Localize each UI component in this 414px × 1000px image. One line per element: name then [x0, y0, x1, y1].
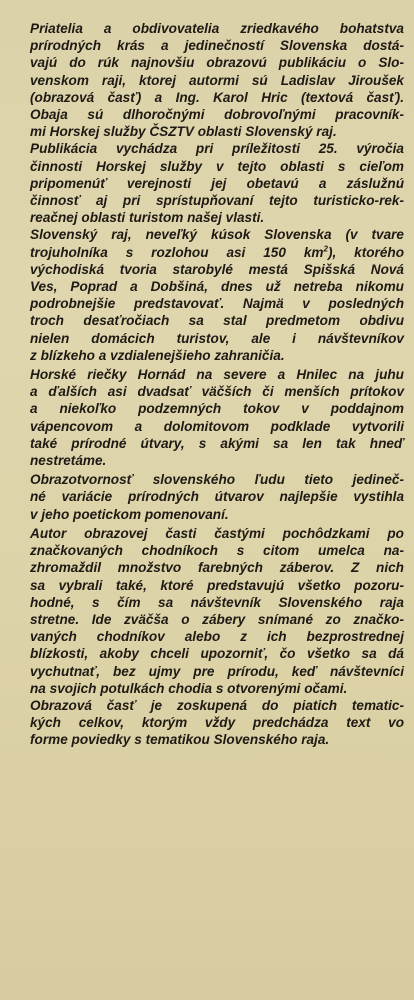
paragraph-4 — [30, 366, 404, 469]
text-line: vajú do rúk najnovšiu obrazovú publikáciu o Slo- — [30, 55, 404, 71]
text-line: vychutnať, bez ujmy pre prírodu, keď návštevníci — [30, 663, 404, 679]
text-line: troch desaťročiach sa stal predmetom obdivu — [30, 313, 404, 329]
text-line: nielen domácich turistov, ale i návštevníkov — [30, 330, 404, 346]
text-line-with-superscript — [30, 244, 404, 261]
text-line: značkovaných chodníkoch s citom umelca na- — [30, 543, 404, 559]
text-line: z blízkeho a vzdialenejšieho zahraničia. — [30, 347, 285, 363]
text-fragment: ), ktorého — [327, 244, 404, 260]
text-line: né variácie prírodných útvarov najlepšie vystihla — [30, 489, 404, 505]
text-line: pripomenúť verejnosti jej obetavú a záslužnú — [30, 175, 404, 191]
text-line: blízkosti, akoby chceli upozorniť, čo všetko sa dá — [30, 646, 404, 662]
paragraph-2 — [30, 140, 404, 226]
text-line: činnosti Horskej služby v tejto oblasti s cieľom — [30, 158, 404, 174]
text-line: vápencovom a dolomitovom podklade vytvorili — [30, 418, 404, 434]
text-line: sa vybrali také, ktoré predstavujú všetko pozoru- — [30, 577, 404, 593]
text-line: hodné, s čím sa návštevník Slovenského raja — [30, 594, 404, 610]
text-line: Obrazová časť je zoskupená do piatich tematic- — [30, 697, 404, 713]
text-line: stretne. Ide zväčša o zábery snímané zo značko- — [30, 611, 404, 627]
text-line: na svojich potulkách chodia s otvorenými očami. — [30, 680, 348, 696]
text-line: Autor obrazovej časti častými pochôdzkami po — [30, 525, 404, 541]
text-line: kých celkov, ktorým vždy predchádza text vo — [30, 715, 404, 731]
text-line: činnosť aj pri sprístupňovaní tejto turisticko-rek- — [30, 193, 404, 209]
text-line: nestretáme. — [30, 453, 107, 469]
text-line: mi Horskej služby ČSZTV oblasti Slovenský raj. — [30, 124, 337, 140]
text-line: Obrazotvornosť slovenského ľudu tieto jedineč- — [30, 472, 404, 488]
paragraph-6 — [30, 525, 404, 697]
text-line: podrobnejšie predstavovať. Najmä v posledných — [30, 296, 404, 312]
text-line: východiská tvoria starobylé mestá Spišská Nová — [30, 261, 404, 277]
text-fragment: trojuholníka s rozlohou asi 150 km — [30, 244, 324, 260]
text-line: prírodných krás a jedinečností Slovenska dostá- — [30, 38, 404, 54]
text-line: v jeho poetickom pomenovaní. — [30, 506, 229, 522]
text-line: a ďalších asi dvadsať väčších či menších prítokov — [30, 384, 404, 400]
text-line: a niekoľko podzemných tokov v poddajnom — [30, 401, 404, 417]
text-line: Publikácia vychádza pri príležitosti 25. výročia — [30, 141, 404, 157]
text-line: venskom raji, ktorej autormi sú Ladislav Jiroušek — [30, 72, 404, 88]
paragraph-7 — [30, 697, 404, 749]
paragraph-1 — [30, 20, 404, 140]
text-line: (obrazová časť) a Ing. Karol Hric (textová časť). — [30, 89, 404, 105]
paragraph-5 — [30, 471, 404, 523]
text-line: Ves, Poprad a Dobšiná, dnes už netreba nikomu — [30, 279, 404, 295]
text-line: forme poviedky s tematikou Slovenského raja. — [30, 732, 330, 748]
text-line: zhromaždil množstvo farebných záberov. Z nich — [30, 560, 404, 576]
text-line: Horské riečky Hornád na severe a Hnilec na juhu — [30, 367, 404, 383]
text-line: Obaja sú dlhoročnými dobrovoľnými pracovník- — [30, 107, 404, 123]
text-line: Slovenský raj, neveľký kúsok Slovenska (v tvare — [30, 227, 404, 243]
text-line: reačnej oblasti turistom našej vlasti. — [30, 210, 265, 226]
paragraph-3 — [30, 226, 404, 364]
text-line: vaných chodníkov alebo z ich bezprostrednej — [30, 629, 404, 645]
text-line: Priatelia a obdivovatelia zriedkavého bohatstva — [30, 21, 404, 36]
text-block — [30, 20, 404, 749]
superscript: 2 — [323, 244, 328, 254]
text-line: také prírodné útvary, s akými sa len tak hneď — [30, 435, 404, 451]
